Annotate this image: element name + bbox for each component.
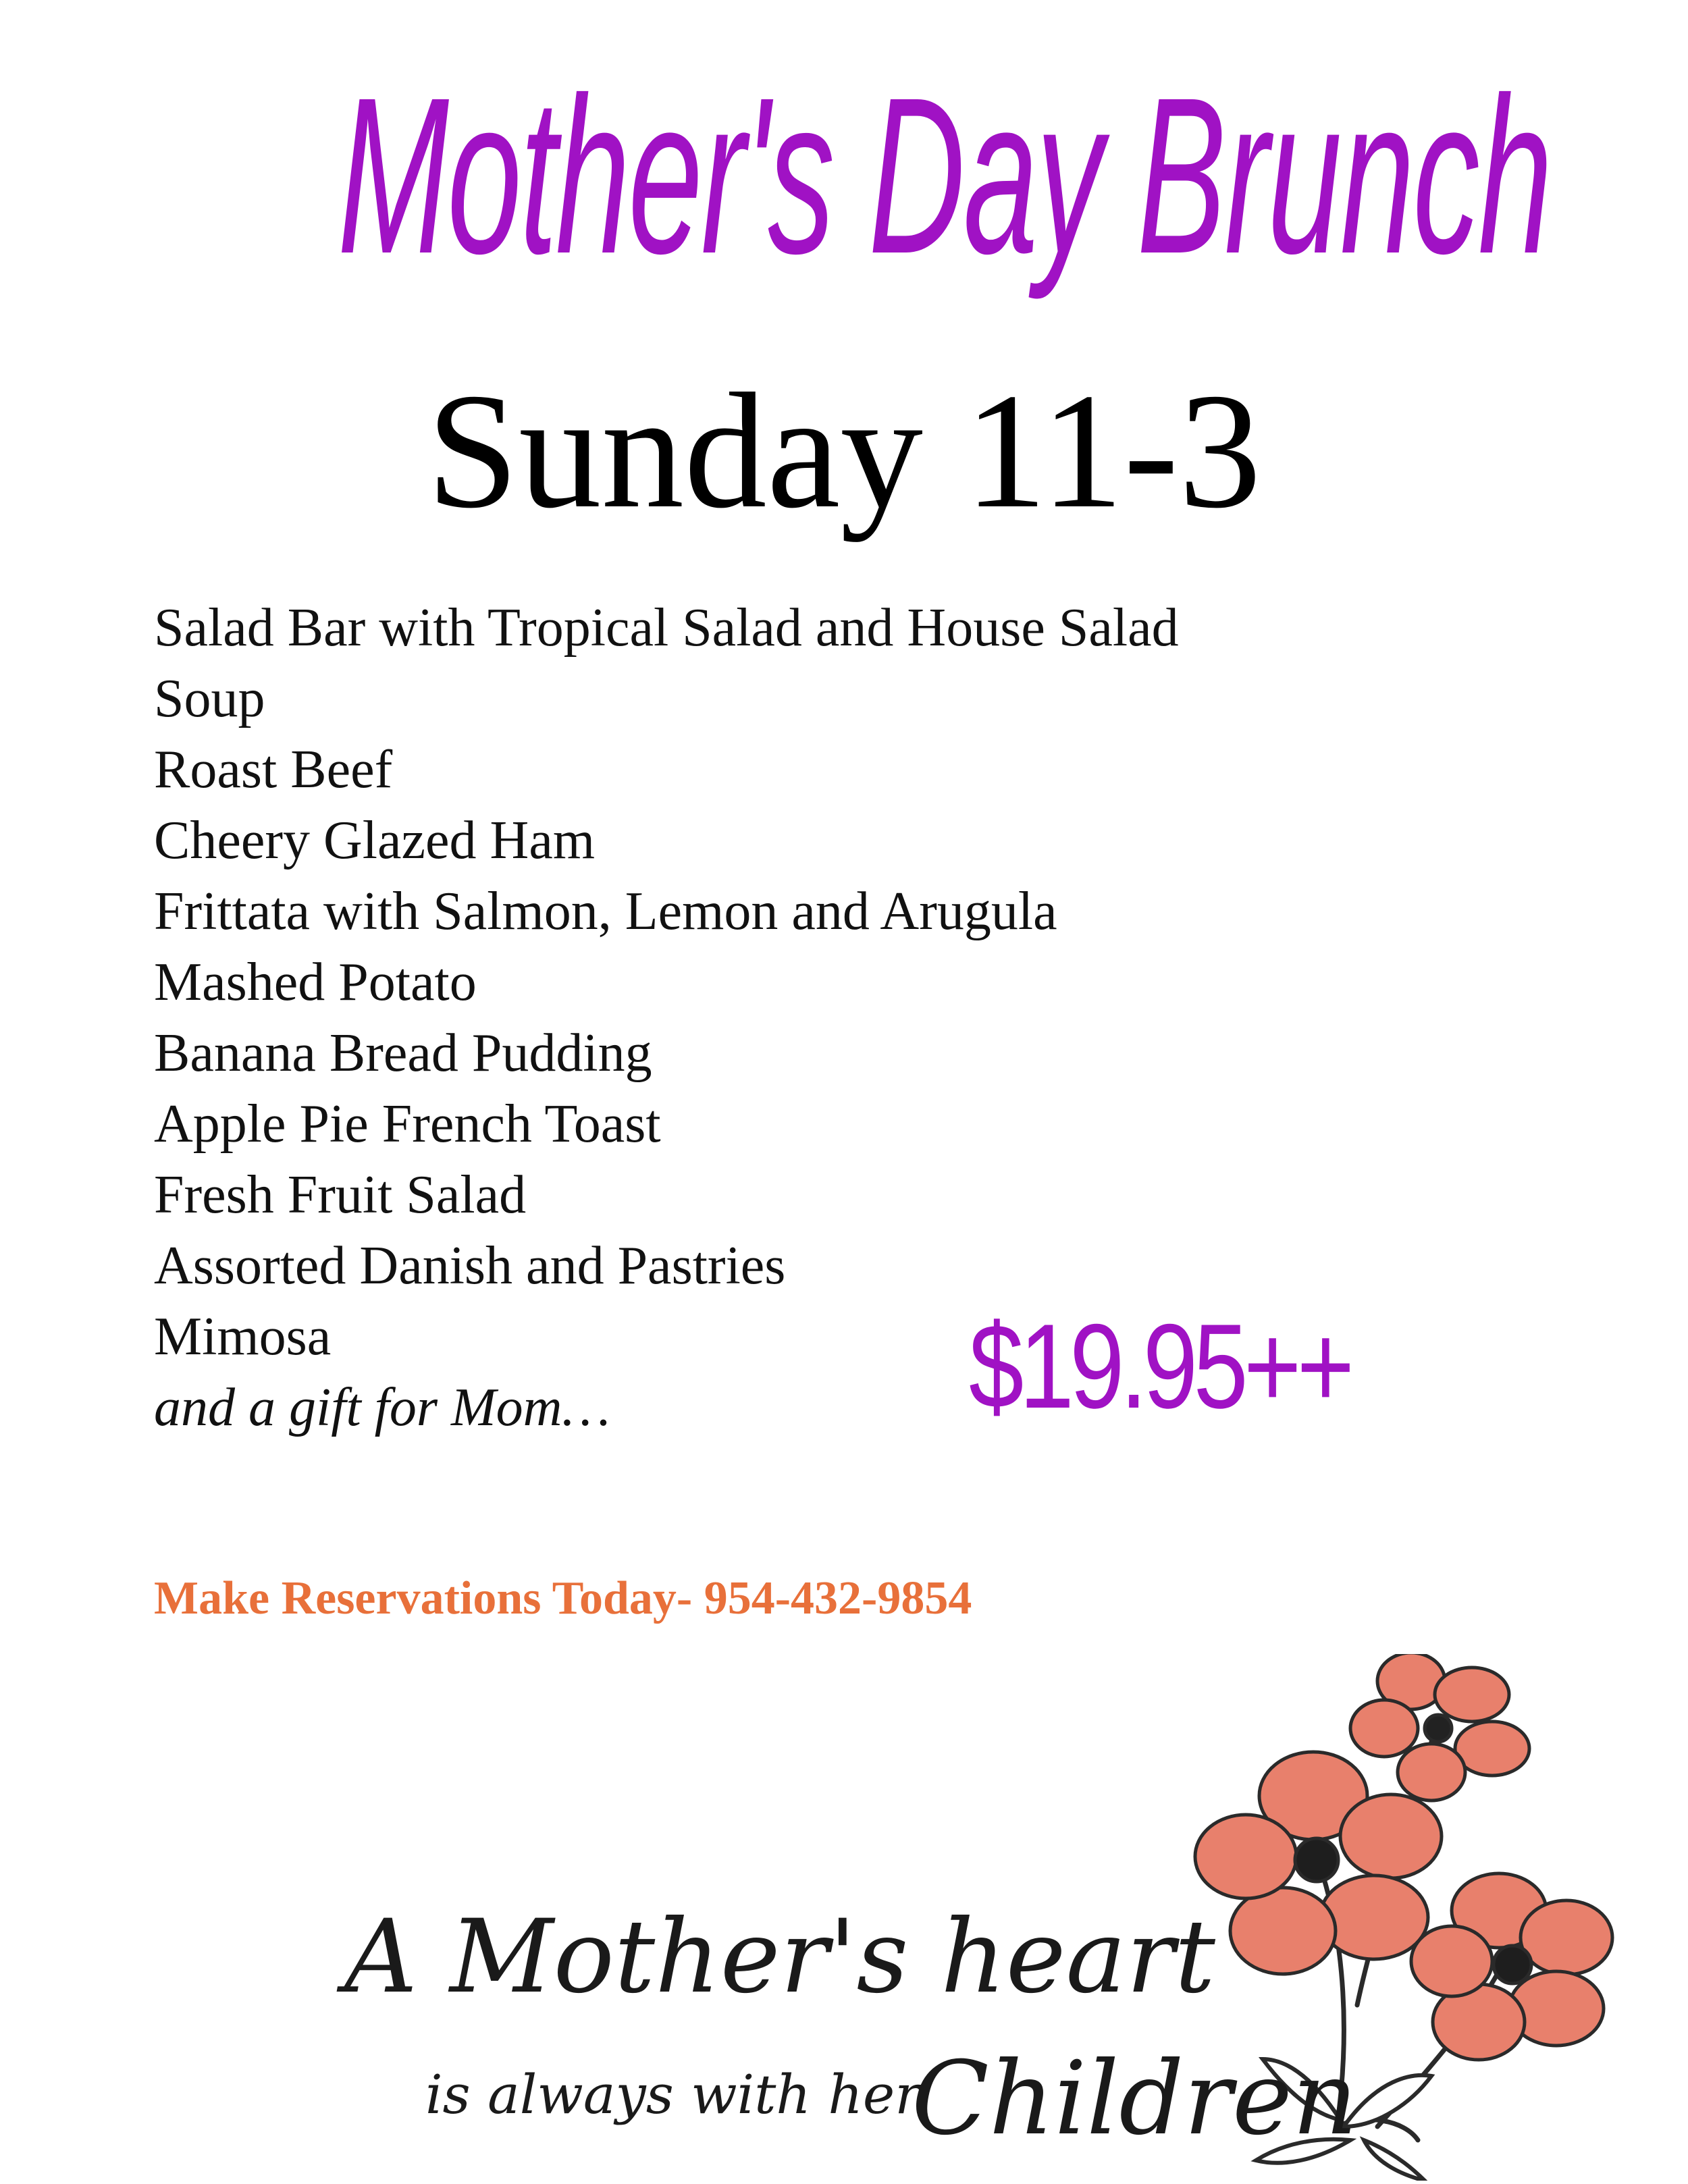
event-time: Sunday 11-3: [426, 359, 1262, 542]
menu-item: Soup: [154, 669, 265, 728]
price-label: $19.95++: [969, 1299, 1350, 1433]
menu-item: Fresh Fruit Salad: [154, 1165, 527, 1225]
page-title: Mother's Day Brunch: [338, 51, 1551, 300]
reservations-line: Make Reservations Today- 954-432-9854: [154, 1572, 972, 1624]
gift-line: and a gift for Mom…: [154, 1378, 610, 1437]
menu-item: Mimosa: [154, 1307, 332, 1366]
menu-item: Assorted Danish and Pastries: [154, 1236, 786, 1296]
menu-item: Apple Pie French Toast: [154, 1094, 661, 1154]
menu-item: Salad Bar with Tropical Salad and House Salad: [154, 598, 1179, 658]
menu-item: Frittata with Salmon, Lemon and Arugula: [154, 882, 1057, 941]
quote-line-1: A Mother's heart: [344, 1898, 1215, 2016]
quote-graphic: [324, 1654, 1634, 2181]
menu-item: Cheery Glazed Ham: [154, 811, 596, 870]
menu-item: Roast Beef: [154, 740, 393, 799]
menu-item: Banana Bread Pudding: [154, 1023, 652, 1083]
quote-line-2a: is always with her: [425, 2063, 921, 2126]
quote-line-2b: Children: [912, 2040, 1358, 2158]
menu-item: Mashed Potato: [154, 953, 477, 1012]
